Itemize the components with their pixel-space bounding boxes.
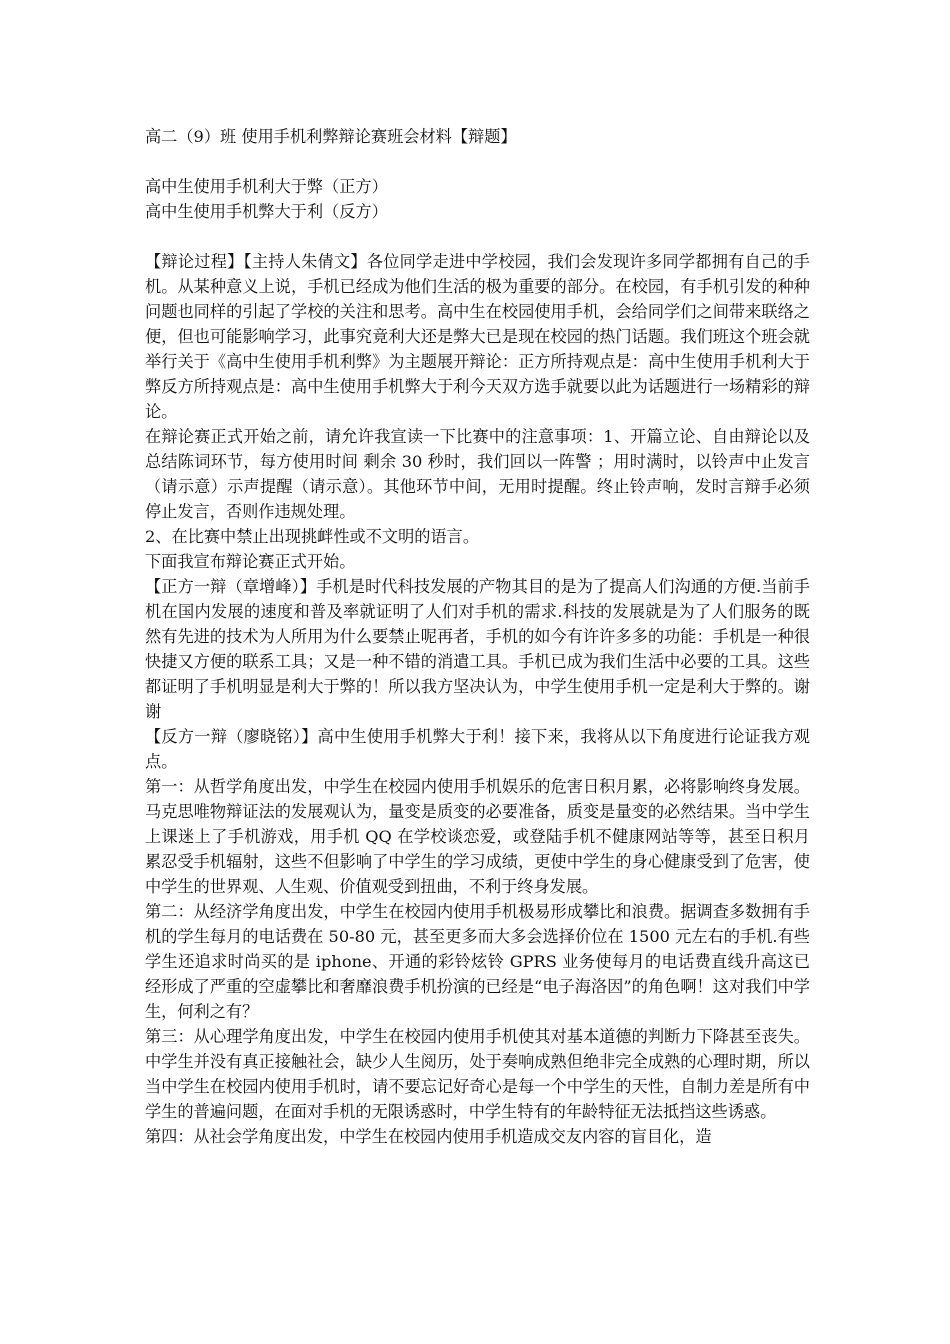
point-two-paragraph: 第二：从经济学角度出发，中学生在校园内使用手机极易形成攀比和浪费。据调查多数拥有手机的学生每月的电话费在 50-80 元，甚至更多而大多会选择价位在 1500 元左右的手机.有些学生还追求时尚买的是 iphone、开通的彩铃炫铃 GPRS 业务使每月的电话费直线升高这已经形成了严重的空虚攀比和奢靡浪费手机扮演的已经是“电子海洛因”的角色啊！这对我们中学生，何利之有？ <box>145 902 810 1021</box>
affirmative-first-speaker-paragraph: 【正方一辩（章增峰）】手机是时代科技发展的产物其目的是为了提高人们沟通的方便.当前手机在国内发展的速度和普及率就证明了人们对手机的需求.科技的发展就是为了人们服务的既然有先进的技术为人所用为什么要禁止呢再者，手机的如今有许许多多的功能：手机是一种很快捷又方便的联系工具；又是一种不错的消遣工具。手机已成为我们生活中必要的工具。这些都证明了手机明显是利大于弊的！所以我方坚决认为，中学生使用手机一定是利大于弊的。谢谢 <box>145 577 810 721</box>
affirmative-position: 高中生使用手机利大于弊（正方） <box>145 177 388 196</box>
debate-start-paragraph: 下面我宣布辩论赛正式开始。 <box>145 552 356 571</box>
negative-position: 高中生使用手机弊大于利（反方） <box>145 202 388 221</box>
debate-positions <box>145 174 810 224</box>
host-opening-paragraph: 【辩论过程】【主持人朱倩文】各位同学走进中学校园，我们会发现许多同学都拥有自己的手机。从某种意义上说，手机已经成为他们生活的极为重要的部分。在校园，有手机引发的种种问题也同样的引起了学校的关注和思考。高中生在校园使用手机，会给同学们之间带来联络之便，但也可能影响学习，此事究竟利大还是弊大已是现在校园的热门话题。我们班这个班会就举行关于《高中生使用手机利弊》为主题展开辩论：正方所持观点是：高中生使用手机利大于弊反方所持观点是：高中生使用手机弊大于利今天双方选手就要以此为话题进行一场精彩的辩论。 <box>145 252 810 421</box>
point-three-paragraph: 第三：从心理学角度出发，中学生在校园内使用手机使其对基本道德的判断力下降甚至丧失。中学生并没有真正接触社会，缺少人生阅历，处于奏响成熟但绝非完全成熟的心理时期，所以当中学生在校园内使用手机时，请不要忘记好奇心是每一个中学生的天性，自制力差是所有中学生的普遍问题，在面对手机的无限诱惑时，中学生特有的年龄特征无法抵挡这些诱惑。 <box>145 1027 810 1121</box>
document-page <box>145 124 810 1149</box>
point-one-paragraph: 第一：从哲学角度出发，中学生在校园内使用手机娱乐的危害日积月累，必将影响终身发展。马克思唯物辩证法的发展观认为，量变是质变的必要准备，质变是量变的必然结果。当中学生上课迷上了手机游戏，用手机 QQ 在学校谈恋爱，或登陆手机不健康网站等等，甚至日积月累忍受手机辐射，这些不但影响了中学生的学习成绩，更使中学生的身心健康受到了危害，使中学生的世界观、人生观、价值观受到扭曲，不利于终身发展。 <box>145 777 810 896</box>
negative-first-speaker-paragraph: 【反方一辩（廖晓铭）】高中生使用手机弊大于利！接下来，我将从以下角度进行论证我方观点。 <box>145 727 810 771</box>
rule-2-paragraph: 2、在比赛中禁止出现挑衅性或不文明的语言。 <box>145 527 480 546</box>
point-four-paragraph: 第四：从社会学角度出发，中学生在校园内使用手机造成交友内容的盲目化，造 <box>145 1127 712 1146</box>
rules-paragraph: 在辩论赛正式开始之前，请允许我宣读一下比赛中的注意事项：1、开篇立论、自由辩论以及总结陈词环节，每方使用时间 剩余 30 秒时，我们回以一阵警 ；用时满时，以铃声中止发言（请示意）示声提醒（请示意）。其他环节中间，无用时提醒。终止铃声响，发时言辩手必须停止发言，否则作违规处理。 <box>145 427 810 521</box>
document-title: 高二（9）班 使用手机利弊辩论赛班会材料【辩题】 <box>145 127 517 146</box>
